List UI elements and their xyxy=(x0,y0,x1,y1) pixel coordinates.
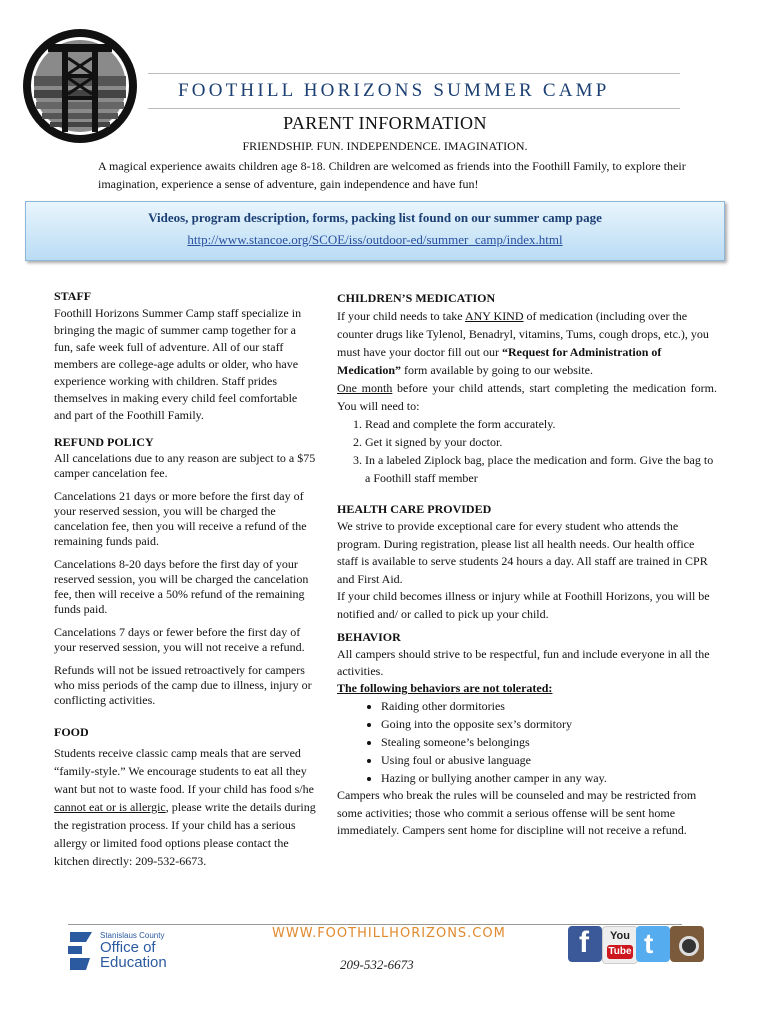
medication-step: 1. Read and complete the form accurately. xyxy=(365,415,717,433)
refund-p3: Cancelations 8-20 days before the first day of your reserved session, you will be charged the cancelation fee, then will receive a 50% refund of the remaining funds paid. xyxy=(54,557,309,616)
medication-text: If your child needs to take xyxy=(337,309,465,323)
behavior-p2: Campers who break the rules will be counseled and may be restricted from some activities; those who commit a serious offense will be sent home immediately. Campers sent home for discipline will not receive a refund. xyxy=(337,788,697,837)
food-body-text-end: , please write the details during the registration process. If your child has a serious allergy or limited food options please contact the kitchen directly: 209-532-6673. xyxy=(54,800,316,868)
behavior-p1: All campers should strive to be respectful, fun and include everyone in all the activities. xyxy=(337,647,710,678)
page-subtitle: PARENT INFORMATION xyxy=(283,113,487,133)
behavior-item: • Raiding other dormitories xyxy=(381,697,717,715)
title-rule-top xyxy=(148,73,680,74)
org-line2: Office of xyxy=(100,939,156,956)
behavior-subheading: The following behaviors are not tolerated: xyxy=(337,681,553,695)
facebook-icon[interactable]: f xyxy=(568,926,602,962)
org-name xyxy=(100,931,167,970)
behavior-item: • Stealing someone’s belongings xyxy=(381,733,717,751)
youtube-icon[interactable] xyxy=(602,926,638,964)
instagram-icon[interactable] xyxy=(670,926,704,962)
refund-p4: Cancelations 7 days or fewer before the first day of your reserved session, you will not receive a refund. xyxy=(54,625,305,654)
info-banner xyxy=(25,201,725,261)
right-column xyxy=(337,290,717,840)
refund-heading: REFUND POLICY xyxy=(54,435,154,449)
medication-heading: CHILDREN’S MEDICATION xyxy=(337,291,496,305)
behavior-heading: BEHAVIOR xyxy=(337,630,401,644)
food-heading: FOOD xyxy=(54,725,89,739)
staff-heading: STAFF xyxy=(54,289,92,303)
website-link[interactable]: WWW.FOOTHILLHORIZONS.COM xyxy=(272,926,506,941)
food-body xyxy=(54,744,316,870)
banner-text: Videos, program description, forms, packing list found on our summer camp page xyxy=(148,210,602,225)
intro-text: A magical experience awaits children age 8-18. Children are welcomed as friends into the Foothill Family, to explore their imagination, experience a sense of adventure, gain independence and have fun! xyxy=(98,159,686,191)
health-heading: HEALTH CARE PROVIDED xyxy=(337,502,492,516)
phone-number: 209-532-6673 xyxy=(340,957,414,972)
org-line3: Education xyxy=(100,954,167,971)
health-p2: If your child becomes illness or injury while at Foothill Horizons, you will be notified and/ or called to pick up your child. xyxy=(337,589,710,621)
behavior-list xyxy=(337,697,717,787)
tagline: FRIENDSHIP. FUN. INDEPENDENCE. IMAGINATION. xyxy=(242,139,528,153)
camp-title: FOOTHILL HORIZONS SUMMER CAMP xyxy=(178,80,610,101)
title-rule-bottom xyxy=(148,108,680,109)
behavior-item: • Hazing or bullying another camper in any way. xyxy=(381,769,717,787)
medication-form-name: “Request for Administration of Medication” xyxy=(337,345,662,377)
camp-page-link[interactable]: http://www.stancoe.org/SCOE/iss/outdoor-ed/summer_camp/index.html xyxy=(187,232,563,247)
health-p1: We strive to provide exceptional care for every student who attends the program. During registration, please list all health needs. Our health office staff is available to serve students 24 hours a day. All staff are trained in CPR and First Aid. xyxy=(337,519,708,586)
medication-steps xyxy=(337,415,717,487)
refund-p5: Refunds will not be issued retroactively for campers who miss periods of the camp due to illness, injury or conflicting activities. xyxy=(54,663,312,707)
refund-p2: Cancelations 21 days or more before the first day of your reserved session, you will be charged the cancelation fee, then you will receive a refund of the remaining funds paid. xyxy=(54,489,307,548)
left-column xyxy=(54,288,316,870)
staff-body: Foothill Horizons Summer Camp staff specialize in bringing the magic of summer camp together for a fun, safe week full of adventure. All of our staff members are college-age adults or older, who have experience working with children. Staff prides themselves in making every child feel comfortable and part of the Foothill Family. xyxy=(54,306,302,422)
medication-timing-text: before your child attends, start completing the medication form. You will need to: xyxy=(337,381,717,413)
org-line1: Stanislaus County xyxy=(100,931,165,940)
food-body-underlined: cannot eat or is allergic xyxy=(54,800,166,814)
one-month-label: One month xyxy=(337,381,393,395)
medication-step: 2. Get it signed by your doctor. xyxy=(365,433,717,451)
twitter-icon[interactable]: t xyxy=(636,926,670,962)
medication-timing xyxy=(337,379,717,415)
stanislaus-logo-icon xyxy=(66,930,96,972)
behavior-item: • Going into the opposite sex’s dormitory xyxy=(381,715,717,733)
medication-text-3: form available by going to our website. xyxy=(401,363,593,377)
medication-body xyxy=(337,307,717,379)
medication-step: 3. In a labeled Ziplock bag, place the medication and form. Give the bag to a Foothill staff member xyxy=(365,451,717,487)
behavior-item: • Using foul or abusive language xyxy=(381,751,717,769)
food-body-text: Students receive classic camp meals that are served “family-style.” We encourage students to eat all they want but not to waste food. If your child has food s/he xyxy=(54,746,314,796)
youtube-you: You xyxy=(610,930,630,942)
refund-p1: All cancelations due to any reason are subject to a $75 camper cancelation fee. xyxy=(54,451,316,480)
footer-rule xyxy=(68,924,682,925)
youtube-tube: Tube xyxy=(608,946,632,957)
medication-text-2: of medication (including over the counter drugs like Tylenol, Benadryl, vitamins, Tums, cough drops, etc.), you must have your doctor fill out our xyxy=(337,309,709,359)
medication-any-kind: ANY KIND xyxy=(464,309,524,323)
